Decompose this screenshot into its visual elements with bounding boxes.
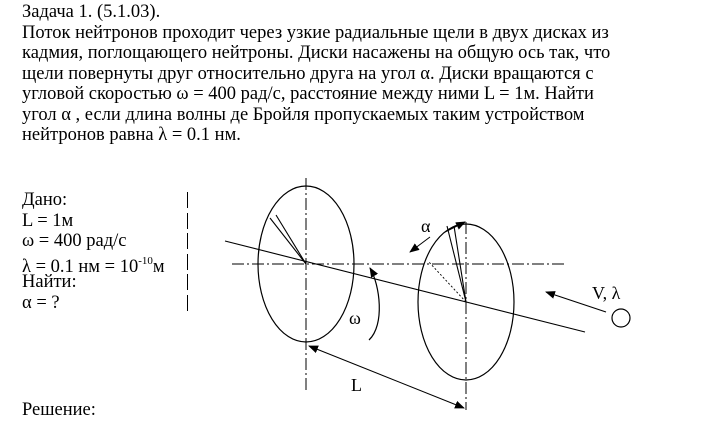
find-title: Найти: [22,272,77,292]
problem-line-3: щели повернуты друг относительно друга на угол α. Диски вращаются с [22,63,594,84]
problem-line-5: угол α , если длина волны де Бройля пропускаемых таким устройством [22,104,585,125]
given-lambda: λ = 0.1 нм = 10 [22,256,139,277]
given-title: Дано: [22,190,68,210]
distance-arrow [309,346,464,408]
given-lambda-unit: м [152,256,165,277]
problem-line-4: угловой скоростью ω = 400 рад/с, расстояние между ними L = 1м. Найти [22,84,594,104]
given-length: L = 1м [22,210,74,231]
given-omega: ω = 400 рад/с [22,231,127,251]
find-value: α = ? [22,292,60,313]
problem-heading: Задача 1. (5.1.03). [22,2,161,22]
problem-line-6: нейтронов равна λ = 0.1 нм. [22,125,241,145]
disk-1-slit [276,215,306,264]
omega-label: ω [349,308,361,328]
given-lambda-exponent: -10 [138,254,153,267]
problem-line-2: кадмия, поглощающего нейтроны. Диски насажены на общую ось так, что [22,43,611,63]
problem-line-1: Поток нейтронов проходит через узкие радиальные щели в двух дисках из [22,22,609,43]
disk-2 [418,222,514,410]
velocity-label: V, λ [592,283,621,303]
neutron-particle [612,309,630,327]
alpha-label: α [421,216,431,236]
length-label: L [351,375,362,395]
neutron-beam-line [225,241,585,332]
alpha-arrow [410,237,430,252]
solution-heading: Решение: [22,400,96,420]
